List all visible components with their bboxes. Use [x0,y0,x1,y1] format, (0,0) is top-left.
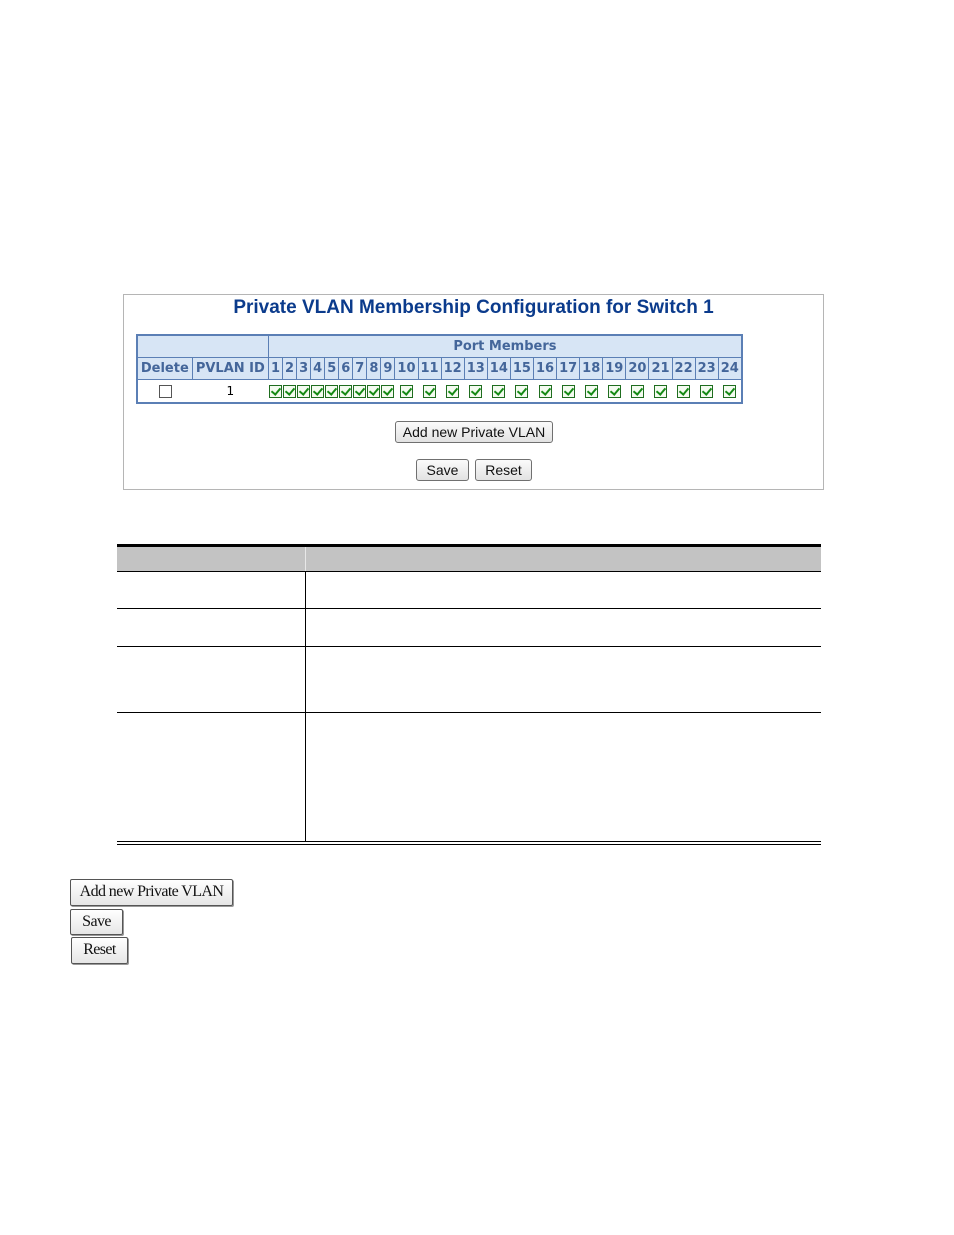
port-cell [557,380,580,404]
port-cell [339,380,353,404]
port-cell [718,380,742,404]
description-header-row [117,547,821,571]
reset-button[interactable]: Reset [475,459,532,481]
port-cell [464,380,487,404]
port-header-1: 1 [269,358,283,380]
port-17-checkbox[interactable] [562,385,575,398]
port-22-checkbox[interactable] [677,385,690,398]
pvlan-id-cell: 1 [226,384,235,398]
port-header-19: 19 [603,358,626,380]
port-cell [297,380,311,404]
panel-title: Private VLAN Membership Configuration for Switch 1 [233,297,714,318]
port-cell [381,380,395,404]
port-header-18: 18 [580,358,603,380]
pvlan-membership-table [136,334,743,404]
port-cell [418,380,441,404]
table-row [137,380,742,404]
save-button[interactable]: Save [416,459,469,481]
port-11-checkbox[interactable] [423,385,436,398]
port-cell [510,380,533,404]
port-header-13: 13 [464,358,487,380]
port-header-7: 7 [353,358,367,380]
port-header-5: 5 [325,358,339,380]
port-14-checkbox[interactable] [492,385,505,398]
port-cell [533,380,556,404]
delete-header: Delete [137,358,192,380]
legacy-add-private-vlan-button[interactable]: Add new Private VLAN [70,879,233,906]
port-21-checkbox[interactable] [654,385,667,398]
port-cell [649,380,672,404]
port-header-24: 24 [718,358,742,380]
port-header-2: 2 [283,358,297,380]
port-cell [325,380,339,404]
header-row-group [137,335,742,358]
port-23-checkbox[interactable] [700,385,713,398]
port-header-12: 12 [441,358,464,380]
port-header-14: 14 [487,358,510,380]
port-cell [269,380,283,404]
description-row [117,647,821,713]
port-cell [672,380,695,404]
port-members-header: Port Members [269,335,742,358]
description-row [117,713,821,841]
port-cell [695,380,718,404]
port-header-22: 22 [672,358,695,380]
port-cell [603,380,626,404]
port-19-checkbox[interactable] [608,385,621,398]
port-8-checkbox[interactable] [367,385,380,398]
port-header-16: 16 [533,358,556,380]
port-6-checkbox[interactable] [339,385,352,398]
delete-cell [137,380,192,404]
header-row-columns [137,358,742,380]
port-cell [395,380,418,404]
port-5-checkbox[interactable] [325,385,338,398]
port-header-11: 11 [418,358,441,380]
port-header-6: 6 [339,358,353,380]
port-9-checkbox[interactable] [381,385,394,398]
port-header-10: 10 [395,358,418,380]
port-cell [580,380,603,404]
port-20-checkbox[interactable] [631,385,644,398]
port-cell [311,380,325,404]
port-16-checkbox[interactable] [539,385,552,398]
port-10-checkbox[interactable] [400,385,413,398]
port-12-checkbox[interactable] [446,385,459,398]
port-13-checkbox[interactable] [469,385,482,398]
port-header-4: 4 [311,358,325,380]
port-header-9: 9 [381,358,395,380]
delete-checkbox[interactable] [159,385,172,398]
header-blank [137,335,269,358]
port-15-checkbox[interactable] [515,385,528,398]
port-cell [283,380,297,404]
pvlan-id-header: PVLAN ID [192,358,268,380]
description-row [117,571,821,609]
table-bottom-rule [117,841,821,845]
legacy-save-button[interactable]: Save [70,909,123,935]
port-header-17: 17 [557,358,580,380]
port-4-checkbox[interactable] [311,385,324,398]
add-private-vlan-button[interactable]: Add new Private VLAN [395,421,553,443]
port-header-15: 15 [510,358,533,380]
port-2-checkbox[interactable] [283,385,296,398]
port-header-3: 3 [297,358,311,380]
port-cell [353,380,367,404]
port-18-checkbox[interactable] [585,385,598,398]
port-header-23: 23 [695,358,718,380]
port-header-8: 8 [367,358,381,380]
port-header-21: 21 [649,358,672,380]
port-cell [367,380,381,404]
description-table [117,544,821,845]
port-cell [487,380,510,404]
port-7-checkbox[interactable] [353,385,366,398]
port-24-checkbox[interactable] [723,385,736,398]
port-cell [441,380,464,404]
description-row [117,609,821,647]
port-cell [626,380,649,404]
pvlan-config-screenshot [123,294,824,490]
port-3-checkbox[interactable] [297,385,310,398]
legacy-reset-button[interactable]: Reset [71,937,128,964]
port-header-20: 20 [626,358,649,380]
port-1-checkbox[interactable] [269,385,282,398]
